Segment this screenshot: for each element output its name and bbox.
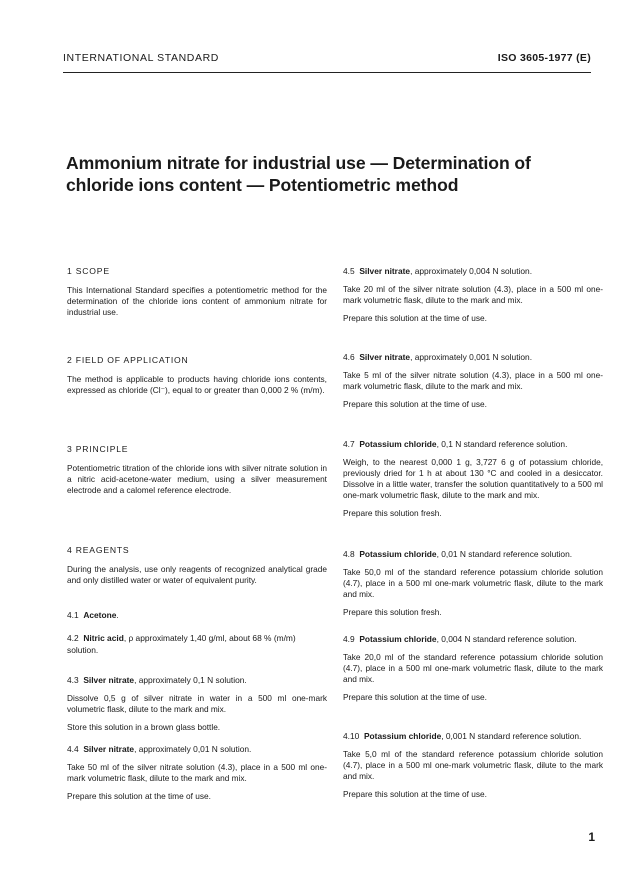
reagent-number: 4.10	[343, 731, 360, 741]
title-line-2: chloride ions content — Potentiometric method	[66, 175, 459, 195]
section-text: During the analysis, use only reagents of recognized analytical grade and only distilled water or water of equivalent purity.	[67, 564, 327, 585]
section-heading: 3 PRINCIPLE	[67, 444, 129, 454]
reagent-paragraph: Weigh, to the nearest 0,000 1 g, 3,727 6 g of potassium chloride, previously dried for 1 h at about 130 °C and cooled in a desiccator. Dissolve in a little water, transfer the solution quantitatively to a 500 ml one-mark volumetric flask, dilute to the mark and mix.	[343, 457, 603, 500]
reagent-4-7	[343, 438, 603, 519]
reagent-heading	[343, 633, 603, 645]
reagent-number: 4.1	[67, 610, 79, 620]
reagent-name: Potassium chloride	[359, 439, 437, 449]
reagent-number: 4.3	[67, 675, 79, 685]
reagent-paragraph: Prepare this solution at the time of use.	[343, 399, 487, 409]
section-heading: 4 REAGENTS	[67, 545, 130, 555]
document-title	[66, 152, 586, 196]
reagent-4-5	[343, 265, 603, 324]
reagent-description: , 0,01 N standard reference solution.	[436, 549, 573, 559]
reagent-description: , 0,1 N standard reference solution.	[436, 439, 568, 449]
reagent-description: .	[116, 610, 119, 620]
reagent-description: , approximately 0,01 N solution.	[134, 744, 252, 754]
reagent-number: 4.6	[343, 352, 355, 362]
section-heading: 2 FIELD OF APPLICATION	[67, 355, 189, 365]
page-header	[63, 52, 591, 68]
reagent-name: Acetone	[83, 610, 117, 620]
reagent-name: Potassium chloride	[359, 549, 437, 559]
reagent-4-1	[67, 609, 327, 621]
reagent-paragraph: Take 50 ml of the silver nitrate solution (4.3), place in a 500 ml one-mark volumetric flask, dilute to the mark and mix.	[67, 762, 327, 783]
reagent-name: Potassium chloride	[363, 731, 442, 741]
reagent-name: Silver nitrate	[83, 675, 135, 685]
reagent-name: Silver nitrate	[83, 744, 135, 754]
section-heading: 1 SCOPE	[67, 266, 110, 276]
reagent-heading	[343, 730, 603, 742]
reagent-paragraph: Take 20,0 ml of the standard reference potassium chloride solution (4.7), place in a 500 ml one-mark volumetric flask, dilute to the mark and mix.	[343, 652, 603, 684]
reagent-number: 4.8	[343, 549, 355, 559]
reagent-name: Silver nitrate	[359, 352, 411, 362]
reagent-paragraph: Dissolve 0,5 g of silver nitrate in water in a 500 ml one-mark volumetric flask, dilute to the mark and mix.	[67, 693, 327, 714]
reagent-number: 4.5	[343, 266, 355, 276]
reagent-description: , ρ approximately 1,40 g/ml, about 68 % (m/m) solution.	[67, 633, 296, 655]
reagent-number: 4.4	[67, 744, 79, 754]
reagent-paragraph: Take 5,0 ml of the standard reference potassium chloride solution (4.7), place in a 500 ml one-mark volumetric flask, dilute to the mark and mix.	[343, 749, 603, 781]
reagent-heading	[67, 674, 327, 686]
reagent-paragraph: Take 20 ml of the silver nitrate solution (4.3), place in a 500 ml one-mark volumetric flask, dilute to the mark and mix.	[343, 284, 603, 305]
reagent-paragraph: Prepare this solution at the time of use.	[343, 313, 487, 323]
section-text: Potentiometric titration of the chloride ions with silver nitrate solution in a nitric acid-acetone-water medium, using a silver measurement electrode and a calomel reference electrode.	[67, 463, 327, 495]
reagent-4-3	[67, 674, 327, 733]
reagent-number: 4.2	[67, 633, 79, 643]
page-number: 1	[588, 830, 595, 844]
reagent-paragraph: Prepare this solution fresh.	[343, 508, 442, 518]
reagent-paragraph: Store this solution in a brown glass bottle.	[67, 722, 221, 732]
reagent-description: , approximately 0,004 N solution.	[410, 266, 533, 276]
reagent-number: 4.9	[343, 634, 355, 644]
header-standard-label: INTERNATIONAL STANDARD	[63, 52, 219, 64]
reagent-description: , 0,001 N standard reference solution.	[441, 731, 582, 741]
reagent-paragraph: Prepare this solution fresh.	[343, 607, 442, 617]
reagent-description: , approximately 0,001 N solution.	[410, 352, 533, 362]
reagent-name: Silver nitrate	[359, 266, 411, 276]
reagent-4-10	[343, 730, 603, 800]
reagent-paragraph: Prepare this solution at the time of use.	[343, 789, 487, 799]
reagent-4-2	[67, 632, 327, 656]
title-line-1: Ammonium nitrate for industrial use — Determination of	[66, 153, 531, 173]
section-text: The method is applicable to products having chloride ions contents, expressed as chloride (Cl⁻), equal to or greater than 0,000 2 % (m/m).	[67, 374, 327, 395]
header-rule	[63, 72, 591, 73]
reagent-heading	[343, 548, 603, 560]
reagent-description: , 0,004 N standard reference solution.	[436, 634, 577, 644]
section-reagents	[67, 544, 327, 586]
section-principle	[67, 443, 327, 496]
reagent-number: 4.7	[343, 439, 355, 449]
reagent-heading	[343, 438, 603, 450]
reagent-4-9	[343, 633, 603, 703]
reagent-description: , approximately 0,1 N solution.	[134, 675, 247, 685]
reagent-heading	[67, 743, 327, 755]
reagent-paragraph: Prepare this solution at the time of use.	[67, 791, 211, 801]
header-document-number: ISO 3605-1977 (E)	[497, 52, 591, 64]
section-text: This International Standard specifies a potentiometric method for the determination of the chloride ions content of ammonium nitrate for industrial use.	[67, 285, 327, 317]
reagent-heading	[67, 609, 327, 621]
reagent-paragraph: Take 5 ml of the silver nitrate solution (4.3), place in a 500 ml one-mark volumetric flask, dilute to the mark and mix.	[343, 370, 603, 391]
reagent-4-6	[343, 351, 603, 410]
section-scope	[67, 265, 327, 318]
reagent-heading	[67, 632, 327, 656]
reagent-4-8	[343, 548, 603, 618]
reagent-name: Potassium chloride	[359, 634, 437, 644]
reagent-name: Nitric acid	[83, 633, 124, 643]
reagent-4-4	[67, 743, 327, 802]
reagent-heading	[343, 265, 603, 277]
reagent-paragraph: Prepare this solution at the time of use.	[343, 692, 487, 702]
section-field-of-application	[67, 354, 327, 396]
reagent-paragraph: Take 50,0 ml of the standard reference potassium chloride solution (4.7), place in a 500 ml one-mark volumetric flask, dilute to the mark and mix.	[343, 567, 603, 599]
reagent-heading	[343, 351, 603, 363]
